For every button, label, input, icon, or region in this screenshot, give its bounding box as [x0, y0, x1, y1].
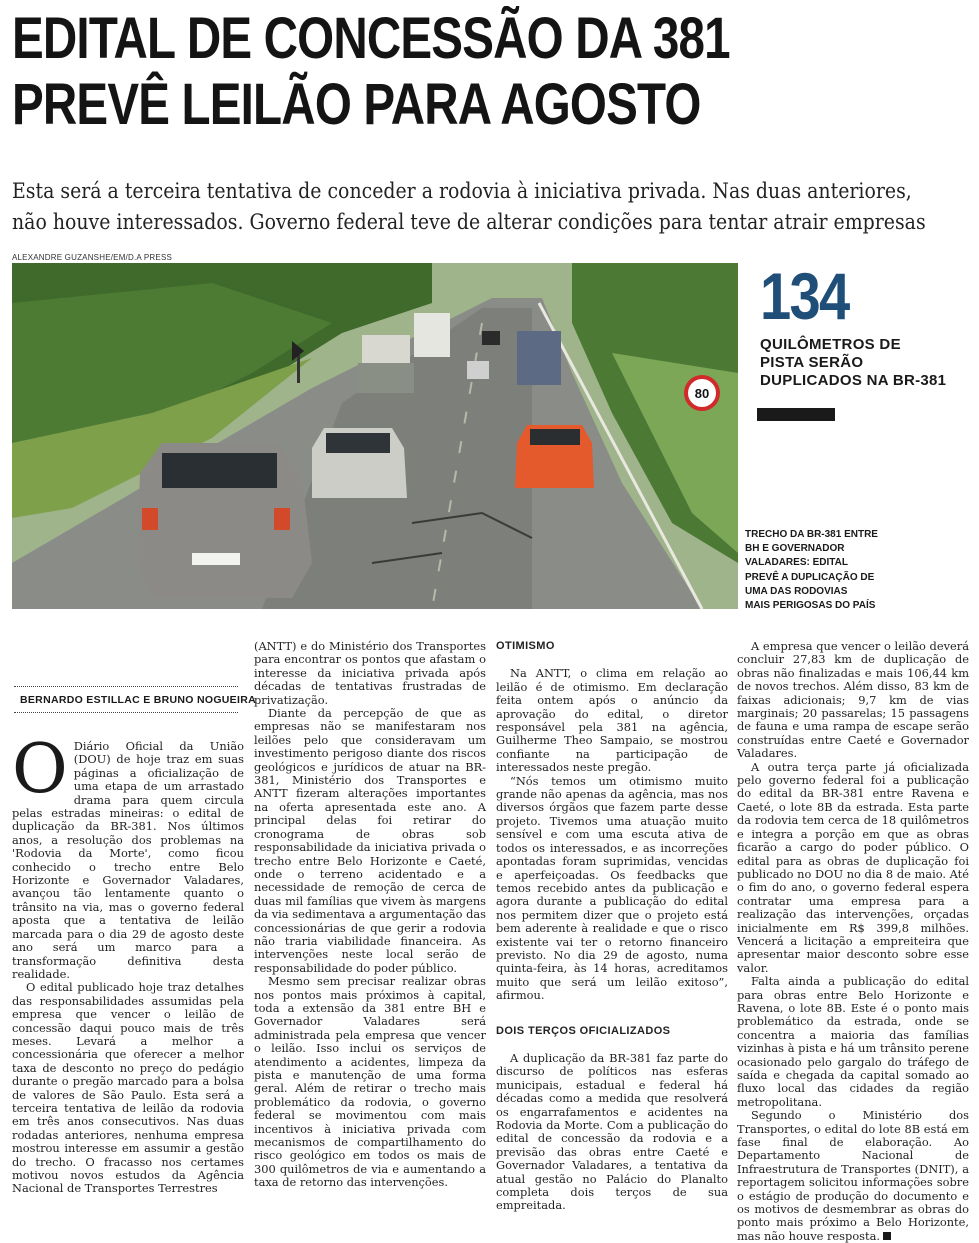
- caption-line: UMA DAS RODOVIAS: [745, 585, 848, 597]
- subhead-otimismo: OTIMISMO: [496, 640, 555, 652]
- caption-line: PREVÊ A DUPLICAÇÃO DE: [745, 571, 875, 583]
- article-paragraph: Mesmo sem precisar realizar obras nos pontos mais próximos à capital, toda a extensão da 381 entre BH e Governador Valadares será administrada pela empresa que vencer o leilão. Isso inclui os serviços de atendimento a acidentes, limpeza da pista e manutenção de uma forma geral. Além de retirar o trecho mais problemático da rodovia, o governo federal se movimentou com mais incentivos à iniciativa privada com mecanismos de compartilhamento do risco geológico em todos os mais de 300 quilômetros de via e aumentando a taxa de retorno das intervenções.: [254, 974, 486, 1190]
- speed-limit-text: 80: [694, 386, 710, 401]
- article-column-2: [254, 640, 486, 1190]
- article-paragraph: A duplicação da BR-381 faz parte do discurso de políticos nas esferas municipais, estadual e federal há décadas como a medida que resolverá os engarrafamentos e acidentes na Rodovia da Morte. Com a publicação do edital de concessão da rodovia e a previsão das obras entre Caeté e Governador Valadares, a tentativa da atual gestão no Palácio do Planalto completa dois terços de sua empreitada.: [496, 1050, 728, 1213]
- article-paragraph: Falta ainda a publicação do edital para obras entre Belo Horizonte e Ravena, o lote 8B. Este é o ponto mais problemático da estrada, onde se concentra a maioria das famílias vizinhas à pista e há um trânsito perene ocasionado pelo gargalo do tráfego de saída e chegada da capital somado ao fluxo local das cidades da região metropolitana.: [737, 974, 969, 1109]
- article-paragraph: (ANTT) e do Ministério dos Transportes para encontrar os pontos que afastam o interesse da iniciativa privada após décadas de tentativas frustradas de privatização.: [254, 639, 486, 707]
- article-paragraph: O edital publicado hoje traz detalhes das responsabilidades assumidas pela empresa que vencer o leilão de concessão daqui pouco mais de três meses. Levará a melhor a concessionária que oferecer a melhor taxa de desconto no preço do pedágio durante o pregão marcado para a bolsa de valores de São Paulo. Esta será a terceira tentativa de leilão da rodovia em três anos consecutivos. Nas duas rodadas anteriores, nenhuma empresa mostrou interesse em assumir a gestão do trecho. O fracasso nos certames motivou novos estudos da Agência Nacional de Transportes Terrestres: [12, 980, 244, 1196]
- article-paragraph: Na ANTT, o clima em relação ao leilão é de otimismo. Em declaração feita ontem após o anúncio da aprovação do edital, o diretor responsável pela 381 na agência, Guilherme Theo Sampaio, se mostrou confiante na participação de interessados neste pregão.: [496, 666, 728, 775]
- byline-rule-bottom: [14, 712, 238, 713]
- stat-number: 134: [760, 259, 849, 333]
- byline: BERNARDO ESTILLAC E BRUNO NOGUEIRA: [20, 694, 256, 706]
- subhead-dois-tercos: DOIS TERÇOS OFICIALIZADOS: [496, 1024, 671, 1037]
- end-mark: [883, 1232, 891, 1240]
- stat-label-line: QUILÔMETROS DE: [760, 336, 901, 353]
- deck-line-2: não houve interessados. Governo federal teve de alterar condições para tentar atrair empresas: [12, 210, 926, 234]
- article-paragraph: Diante da percepção de que as empresas não se manifestaram nos leilões pelo que consideravam um investimento perigoso diante dos riscos geológicos e jurídicos de atuar na BR-381, Ministério dos Transportes e ANTT fizeram alterações importantes na oferta apresentada este ano. A principal delas foi retirar do cronograma de obras sob responsabilidade da iniciativa privada o trecho entre Belo Horizonte e Caeté, onde o terreno acidentado e a necessidade de remoção de cerca de duas mil famílias que vivem às margens da via sedimentava a argumentação das concessionárias de que gerir a rodovia não traria viabilidade financeira. As intervenções neste local serão de responsabilidade do poder público.: [254, 706, 486, 975]
- caption-line: VALADARES: EDITAL: [745, 557, 848, 569]
- photo-credit: ALEXANDRE GUZANSHE/EM/D.A PRESS: [12, 253, 173, 262]
- caption-line: BH E GOVERNADOR: [745, 543, 845, 555]
- article-paragraph: “Nós temos um otimismo muito grande não apenas da agência, mas nos diversos órgãos que fazem parte desse projeto. Tivemos uma atuação muito sensível e com uma escuta ativa de todos os interessados, e as incorreções apontadas foram suprimidas, vencidas e aperfeiçoadas. Os feedbacks que temos recebido antes da publicação e agora durante a publicação do edital nos permitem dizer que o projeto está bem aderente à realidade e que o risco existente vai ter o retorno financeiro previsto. No dia 29 de agosto, numa quinta-feira, às 14 horas, acreditamos muito que será um leilão exitoso”, afirmou.: [496, 773, 728, 1003]
- article-column-1: [12, 730, 244, 1196]
- article-paragraph: A empresa que vencer o leilão deverá concluir 27,83 km de duplicação de obras não finalizadas e mais 106,44 km de novos trechos. Além disso, 83 km de faixas adicionais; 9,7 km de vias marginais; 20 passarelas; 15 passagens de fauna e uma rampa de escape serão construídas entre Caeté e Governador Valadares.: [737, 639, 969, 761]
- deck: [12, 176, 966, 238]
- article-column-4: [737, 640, 969, 1243]
- paragraph-text: Diário Oficial da União (DOU) de hoje traz em suas páginas a oficialização de uma etapa de um arrastado drama para quem circula pelas estradas mineiras: o edital de duplicação da BR-381. Nos últimos anos, a resolução dos problemas na 'Rodovia da Morte', como ficou conhecido o trecho entre Belo Horizonte e Governador Valadares, avançou tão lentamente quanto o trânsito na via, mas o governo federal aposta que a tentativa de leilão marcada para o dia 29 de agosto deste ano será um marco para a transformação definitiva desta realidade.: [12, 739, 244, 981]
- stat-label-line: DUPLICADOS NA BR-381: [760, 372, 947, 389]
- article-paragraph: [12, 730, 244, 981]
- stat-label-line: PISTA SERÃO: [760, 354, 864, 371]
- stat-label: [760, 336, 970, 390]
- article-paragraph: [737, 1109, 969, 1243]
- caption-line: TRECHO DA BR-381 ENTRE: [745, 529, 878, 540]
- road-photo: [12, 263, 738, 609]
- headline-line-2: PREVÊ LEILÃO PARA AGOSTO: [12, 72, 701, 137]
- stat-bar: [757, 408, 835, 421]
- byline-rule-top: [14, 686, 238, 687]
- article-paragraph: A outra terça parte já oficializada pelo governo federal foi a publicação do edital da BR-381 entre Ravena e Caeté, o lote 8B da estrada. Esta parte da rodovia tem cerca de 18 quilômetros e integra a porção em que as obras ficarão a cargo do poder público. O edital para as obras de duplicação foi publicado no DOU no dia 8 de maio. Até o fim do ano, o governo federal espera contratar uma empresa para a realização das intervenções, orçadas inicialmente em R$ 399,8 milhões. Vencerá a licitação a empreiteira que apresentar maior desconto sobre esse valor.: [737, 759, 969, 975]
- paragraph-text: Segundo o Ministério dos Transportes, o edital do lote 8B está em fase final de elaboração. Ao Departamento Nacional de Infraestrutura de Transportes (DNIT), a reportagem solicitou informações sobre o estágio de produção do documento e os motivos de desmembrar as obras do ponto mais próximo a Belo Horizonte, mas não houve resposta.: [737, 1108, 969, 1243]
- caption-line: MAIS PERIGOSAS DO PAÍS: [745, 600, 876, 612]
- photo-caption: [745, 528, 975, 613]
- drop-cap: O: [12, 730, 68, 809]
- deck-line-1: Esta será a terceira tentativa de conceder a rodovia à iniciativa privada. Nas duas anteriores,: [12, 179, 912, 203]
- article-column-3: [496, 640, 728, 1213]
- headline: [12, 6, 799, 138]
- headline-line-1: EDITAL DE CONCESSÃO DA 381: [12, 6, 730, 71]
